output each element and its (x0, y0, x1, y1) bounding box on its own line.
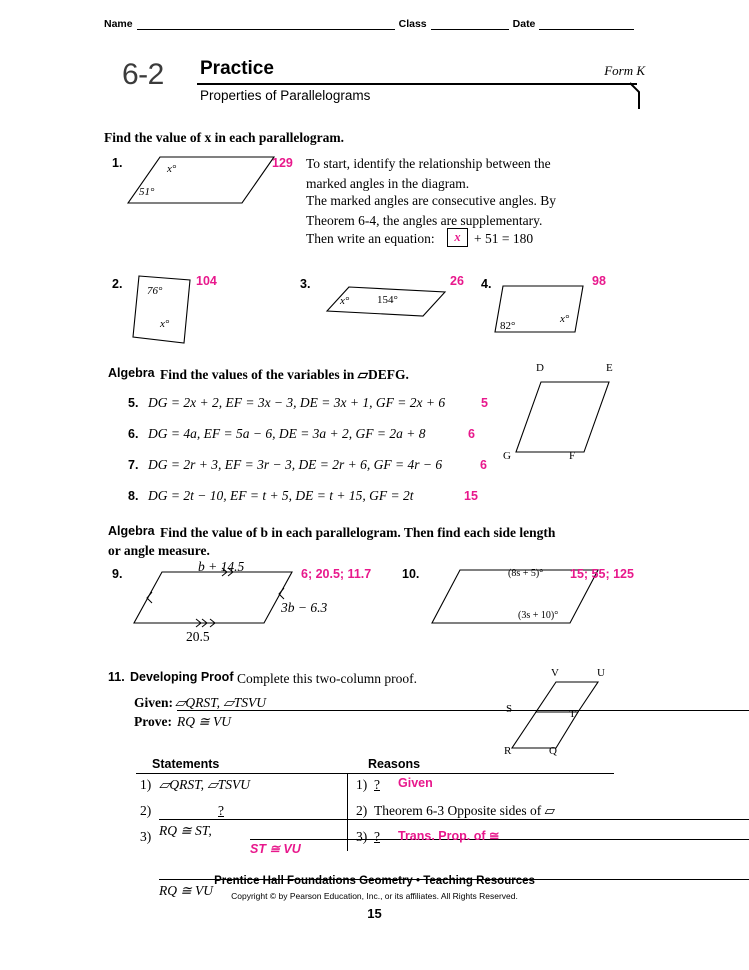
reason-1-blank[interactable]: ? (374, 777, 380, 792)
prove-label: Prove: (134, 714, 172, 729)
problem-3-number: 3. (300, 277, 311, 291)
problem-4-angle-82: 82° (500, 320, 516, 332)
prove-value: RQ ≅ VU (177, 712, 749, 732)
problem-5-equations: DG = 2x + 2, EF = 3x − 3, DE = 3x + 1, GF = 2x + 6 (148, 395, 446, 410)
defg-label-D: D (536, 362, 544, 374)
header-rule (197, 83, 637, 85)
problem-11-figure (512, 678, 622, 754)
statement-2-answer: ST ≅ VU (250, 841, 749, 856)
problem-1-number: 1. (112, 156, 123, 170)
section1-heading: Find the value of x in each parallelogram. (104, 130, 344, 145)
problem-7-answer: 6 (480, 458, 487, 472)
problem-1-hint-1: To start, identify the relationship between the marked angles in the diagram. (306, 156, 551, 191)
page-number: 15 (367, 906, 382, 921)
problem-10-angle-top: (8s + 5)° (508, 568, 544, 579)
problem-1-answer-box[interactable]: x (447, 228, 468, 247)
problem-9-bottom-label: 20.5 (186, 629, 210, 644)
reason-1-number: 1) (356, 777, 368, 792)
statement-2-number: 2) (140, 803, 152, 818)
reason-2-text: Theorem 6-3 Opposite sides of ▱ (374, 803, 555, 818)
problem-10-angle-bottom: (3s + 10)° (518, 610, 559, 621)
date-blank[interactable] (539, 18, 634, 30)
section3-algebra-label: Algebra (108, 524, 155, 538)
problem-2-angle-76: 76° (147, 285, 163, 297)
problem-1-hint-3: Then write an equation: (306, 231, 435, 246)
problem-3-angle-154: 154° (377, 294, 398, 306)
statement-2-text: RQ ≅ ST, (159, 821, 749, 841)
statement-3-number: 3) (140, 829, 152, 844)
problem-6-number: 6. (128, 427, 139, 441)
fig11-label-Q: Q (549, 745, 557, 757)
section3-instruction-line2: or angle measure. (108, 543, 210, 558)
page-title: Practice (200, 58, 274, 79)
header-rule-tail (630, 82, 644, 110)
name-label: Name (104, 18, 133, 30)
problem-9-number: 9. (112, 567, 123, 581)
problem-8-equations: DG = 2t − 10, EF = t + 5, DE = t + 15, GF = 2t (148, 488, 414, 503)
problem-4-answer: 98 (592, 274, 606, 288)
problem-7-number: 7. (128, 458, 139, 472)
problem-9-figure (134, 570, 294, 627)
given-value: ▱QRST, ▱TSVU (175, 695, 267, 710)
fig11-label-R: R (504, 745, 512, 757)
problem-11-instruction: Complete this two-column proof. (237, 671, 417, 686)
problem-6-equations: DG = 4a, EF = 5a − 6, DE = 3a + 2, GF = 2a + 8 (148, 426, 426, 441)
problem-3-answer: 26 (450, 274, 464, 288)
problem-1-angle-51: 51° (139, 186, 155, 198)
statement-1-number: 1) (140, 777, 152, 792)
defg-label-E: E (606, 362, 613, 374)
problem-1-angle-x: x° (167, 163, 177, 175)
reason-3-answer: Trans. Prop. of ≅ (398, 829, 500, 843)
problem-11-number: 11. (108, 670, 125, 684)
problem-8-number: 8. (128, 489, 139, 503)
problem-10-answer: 15; 55; 125 (570, 567, 634, 581)
problem-2-figure (133, 274, 193, 346)
class-label: Class (398, 18, 427, 30)
column-header-statements: Statements (152, 757, 220, 771)
problem-4-angle-x: x° (560, 313, 570, 325)
defg-label-G: G (503, 450, 511, 462)
page-subtitle: Properties of Parallelograms (200, 88, 371, 103)
reason-1-answer: Given (398, 776, 433, 790)
statement-1-text: ▱QRST, ▱TSVU (159, 777, 251, 792)
reason-3-blank[interactable]: ? (374, 829, 380, 844)
reason-3-number: 3) (356, 829, 368, 844)
fig11-label-V: V (551, 667, 559, 679)
section2-algebra-label: Algebra (108, 366, 155, 380)
problem-1-answer: 129 (272, 156, 293, 170)
problem-6-answer: 6 (468, 427, 475, 441)
problem-5-number: 5. (128, 396, 139, 410)
problem-8-answer: 15 (464, 489, 478, 503)
section3-instruction-line1: Find the value of b in each parallelogram. Then find each side length (160, 525, 556, 540)
fig11-label-U: U (597, 667, 605, 679)
problem-7-equations: DG = 2r + 3, EF = 3r − 3, DE = 2r + 6, GF = 4r − 6 (148, 457, 443, 472)
lesson-number: 6-2 (122, 58, 164, 91)
problem-2-angle-x: x° (160, 318, 170, 330)
problem-2-answer: 104 (196, 274, 217, 288)
given-label: Given: (134, 695, 173, 710)
column-header-reasons: Reasons (368, 757, 421, 771)
student-info-row (104, 18, 664, 30)
form-label: Form K (604, 63, 645, 78)
proof-table-top-rule (136, 773, 614, 774)
fig11-label-T: T (569, 708, 576, 720)
fig11-label-S: S (506, 703, 513, 715)
defg-label-F: F (569, 450, 576, 462)
name-blank[interactable] (137, 18, 395, 30)
problem-1-figure (128, 155, 276, 207)
problem-9-answer: 6; 20.5; 11.7 (301, 567, 372, 581)
problem-5-answer: 5 (481, 396, 488, 410)
class-blank[interactable] (431, 18, 509, 30)
problem-3-angle-x: x° (340, 295, 350, 307)
footer-line-1: Prentice Hall Foundations Geometry • Teaching Resources (214, 875, 535, 887)
problem-9-right-label: 3b − 6.3 (281, 600, 328, 615)
date-label: Date (512, 18, 536, 30)
defg-figure (516, 378, 616, 460)
reason-2-number: 2) (356, 803, 368, 818)
statement-2-blank[interactable]: ? (218, 803, 224, 818)
footer-line-2: Copyright © by Pearson Education, Inc., or its affiliates. All Rights Reserved. (231, 891, 518, 901)
problem-9-top-label: b + 14.5 (198, 559, 245, 574)
problem-1-hint-2: The marked angles are consecutive angles. By Theorem 6-4, the angles are supplementary. (306, 193, 557, 228)
problem-4-number: 4. (481, 277, 492, 291)
problem-10-number: 10. (402, 567, 420, 581)
section2-instruction: Find the values of the variables in ▱DEFG. (160, 367, 409, 382)
problem-2-number: 2. (112, 277, 123, 291)
problem-1-equation-tail: + 51 = 180 (474, 231, 534, 246)
statement-3-text: RQ ≅ VU (159, 881, 749, 901)
problem-11-bold-label: Developing Proof (130, 670, 234, 684)
